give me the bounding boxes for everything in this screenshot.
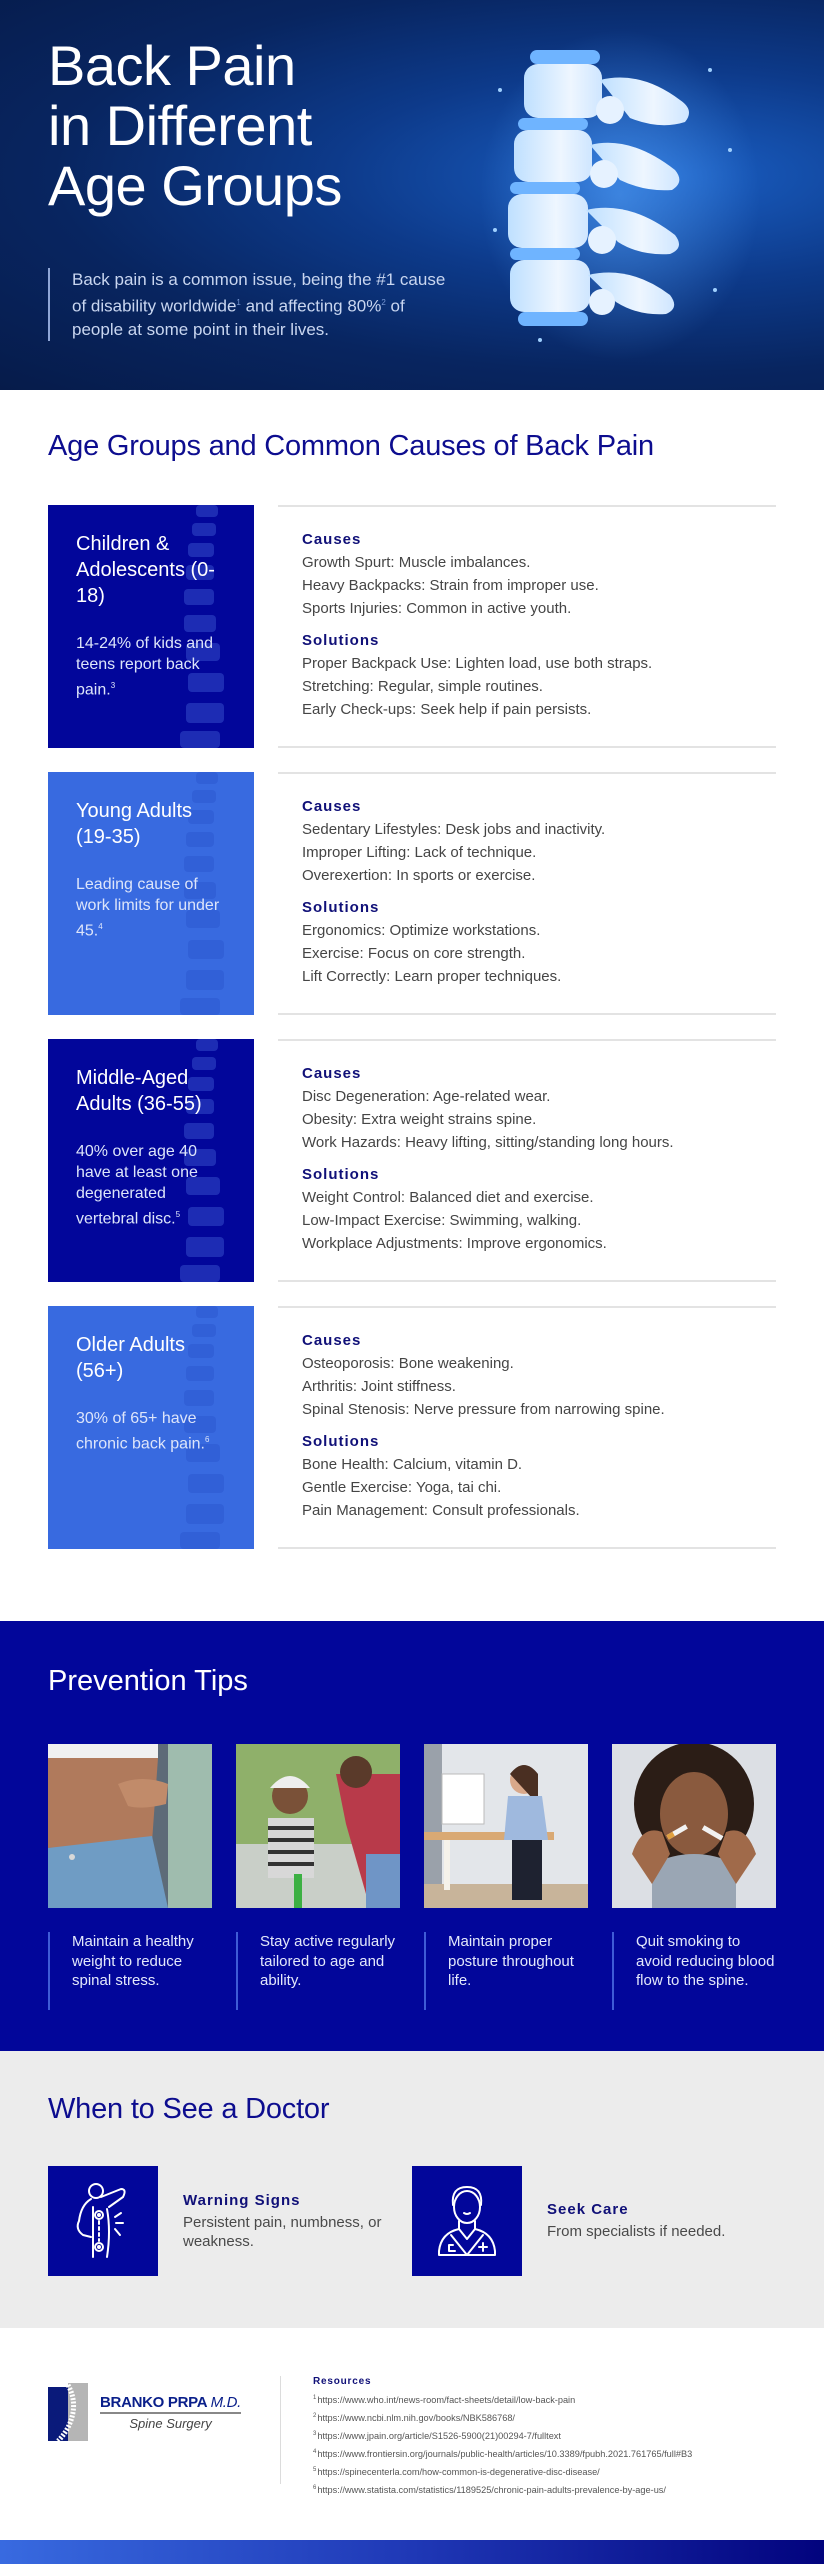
quit-smoking-image-icon <box>612 1744 776 1908</box>
footnote-ref: 3 <box>110 681 116 690</box>
causes-heading: Causes <box>302 531 362 548</box>
tip-text: Maintain proper posture throughout life. <box>424 1932 588 2010</box>
age-group-card <box>48 772 254 1015</box>
list-item: Obesity: Extra weight strains spine. <box>302 1111 537 1128</box>
age-group-details <box>278 1306 776 1549</box>
section-title: When to See a Doctor <box>48 2093 330 2125</box>
resources-list <box>313 2390 692 2498</box>
title-line-2: in Different <box>48 94 312 157</box>
footer-divider <box>280 2376 281 2484</box>
age-group-card <box>48 1306 254 1549</box>
age-group-details <box>278 1039 776 1282</box>
tip-card <box>612 1744 776 2010</box>
seek-care-body: From specialists if needed. <box>547 2223 726 2240</box>
causes-list <box>302 551 776 620</box>
title-line-3: Age Groups <box>48 154 342 217</box>
age-group-card <box>48 505 254 748</box>
footnote-ref: 5 <box>175 1210 181 1219</box>
doctor-items <box>48 2166 776 2276</box>
photo-father-child-bicycle <box>236 1744 400 1908</box>
solutions-list <box>302 1186 776 1255</box>
list-item: Gentle Exercise: Yoga, tai chi. <box>302 1479 502 1496</box>
solutions-heading: Solutions <box>302 1166 380 1183</box>
intro-text-1: Back pain is a common issue, being the #1 cause of disability worldwide <box>72 270 446 316</box>
list-item: Spinal Stenosis: Nerve pressure from narrowing spine. <box>302 1401 665 1418</box>
age-group-stat <box>76 874 230 941</box>
stat-text: Leading cause of work limits for under 45. <box>76 876 220 940</box>
footnote-number: 3 <box>313 2431 317 2438</box>
tips-row <box>48 1744 776 2010</box>
age-group-row <box>48 505 776 748</box>
footnote-number: 2 <box>313 2413 317 2420</box>
resource-link[interactable] <box>313 2390 692 2408</box>
page-title <box>48 36 342 216</box>
solutions-heading: Solutions <box>302 632 380 649</box>
causes-heading: Causes <box>302 1332 362 1349</box>
branko-prpa-logo[interactable] <box>48 2383 268 2441</box>
list-item: Lift Correctly: Learn proper techniques. <box>302 968 562 985</box>
footer <box>0 2328 824 2540</box>
stat-text: 40% over age 40 have at least one degenerated vertebral disc. <box>76 1143 198 1228</box>
photo-woman-standing-desk <box>424 1744 588 1908</box>
weight-loss-image-icon <box>48 1744 212 1908</box>
resource-link[interactable] <box>313 2480 692 2498</box>
warning-signs-item <box>48 2166 412 2276</box>
list-item: Heavy Backpacks: Strain from improper use. <box>302 577 599 594</box>
stat-text: 30% of 65+ have chronic back pain. <box>76 1410 205 1453</box>
list-item: Pain Management: Consult professionals. <box>302 1502 580 1519</box>
warning-signs-heading: Warning Signs <box>183 2191 301 2209</box>
hero-intro-text <box>48 268 448 341</box>
resources-heading: Resources <box>313 2376 372 2387</box>
list-item: Low-Impact Exercise: Swimming, walking. <box>302 1212 582 1229</box>
resource-url[interactable]: https://www.frontiersin.org/journals/public-health/articles/10.3389/fpubh.2021.761765/full#B3 <box>317 2449 693 2460</box>
tip-text: Quit smoking to avoid reducing blood flow to the spine. <box>612 1932 776 2010</box>
bottom-gradient-bar <box>0 2540 824 2564</box>
age-group-details <box>278 505 776 748</box>
age-group-name: Middle-Aged Adults (36-55) <box>76 1067 202 1115</box>
solutions-list <box>302 919 776 988</box>
seek-care-text <box>547 2201 747 2241</box>
hero-banner <box>0 0 824 390</box>
posture-desk-image-icon <box>424 1744 588 1908</box>
tip-card <box>424 1744 588 2010</box>
list-item: Improper Lifting: Lack of technique. <box>302 844 537 861</box>
resources-block <box>313 2376 692 2540</box>
list-item: Early Check-ups: Seek help if pain persists. <box>302 701 592 718</box>
solutions-heading: Solutions <box>302 899 380 916</box>
list-item: Weight Control: Balanced diet and exercise. <box>302 1189 594 1206</box>
age-groups-section <box>0 390 824 1621</box>
causes-heading: Causes <box>302 1065 362 1082</box>
warning-signs-body: Persistent pain, numbness, or weakness. <box>183 2213 382 2250</box>
logo-name <box>100 2394 241 2414</box>
age-group-row <box>48 772 776 1015</box>
resource-url[interactable]: https://www.ncbi.nlm.nih.gov/books/NBK586768/ <box>317 2413 515 2424</box>
age-group-card <box>48 1039 254 1282</box>
age-group-stat <box>76 633 230 700</box>
list-item: Workplace Adjustments: Improve ergonomics. <box>302 1235 607 1252</box>
list-item: Ergonomics: Optimize workstations. <box>302 922 541 939</box>
age-group-name: Older Adults (56+) <box>76 1334 185 1382</box>
footnote-number: 4 <box>313 2449 317 2456</box>
list-item: Sports Injuries: Common in active youth. <box>302 600 572 617</box>
causes-list <box>302 1085 776 1154</box>
footnote-ref: 6 <box>204 1435 210 1444</box>
stat-text: 14-24% of kids and teens report back pain. <box>76 635 213 699</box>
age-group-details <box>278 772 776 1015</box>
seek-care-heading: Seek Care <box>547 2201 629 2218</box>
resource-link[interactable] <box>313 2426 692 2444</box>
tip-card <box>48 1744 212 2010</box>
prevention-section <box>0 1621 824 2051</box>
list-item: Arthritis: Joint stiffness. <box>302 1378 456 1395</box>
warning-signs-text <box>183 2192 383 2251</box>
resource-link[interactable] <box>313 2444 692 2462</box>
causes-list <box>302 818 776 887</box>
intro-text-2: and affecting 80% <box>240 296 382 316</box>
list-item: Bone Health: Calcium, vitamin D. <box>302 1456 523 1473</box>
resource-url[interactable]: https://www.who.int/news-room/fact-sheets/detail/low-back-pain <box>317 2395 576 2406</box>
list-item: Osteoporosis: Bone weakening. <box>302 1355 514 1372</box>
list-item: Growth Spurt: Muscle imbalances. <box>302 554 531 571</box>
spine-logo-icon <box>48 2383 88 2441</box>
resource-url[interactable]: https://www.statista.com/statistics/1189525/chronic-pain-adults-prevalence-by-age-us/ <box>317 2485 666 2496</box>
footnote-ref: 1 <box>236 298 241 307</box>
footnote-ref: 2 <box>381 298 386 307</box>
solutions-list <box>302 652 776 721</box>
doctor-icon <box>412 2166 522 2276</box>
title-line-1: Back Pain <box>48 34 296 97</box>
seek-care-item <box>412 2166 776 2276</box>
section-title: Prevention Tips <box>48 1665 248 1697</box>
resource-url[interactable]: https://spinecenterla.com/how-common-is-degenerative-disc-disease/ <box>317 2467 600 2478</box>
logo-subtitle: Spine Surgery <box>129 2415 212 2431</box>
tip-text: Stay active regularly tailored to age and ability. <box>236 1932 400 2010</box>
see-doctor-section <box>0 2051 824 2328</box>
list-item: Exercise: Focus on core strength. <box>302 945 526 962</box>
logo-suffix: M.D. <box>210 2393 242 2411</box>
causes-heading: Causes <box>302 798 362 815</box>
back-pain-icon <box>48 2166 158 2276</box>
list-item: Stretching: Regular, simple routines. <box>302 678 543 695</box>
resource-url[interactable]: https://www.jpain.org/article/S1526-5900(21)00294-7/fulltext <box>317 2431 561 2442</box>
list-item: Proper Backpack Use: Lighten load, use both straps. <box>302 655 653 672</box>
age-group-row <box>48 1306 776 1549</box>
age-group-name: Young Adults (19-35) <box>76 800 193 848</box>
footnote-number: 1 <box>313 2395 317 2401</box>
causes-list <box>302 1352 776 1421</box>
photo-waist-loose-jeans <box>48 1744 212 1908</box>
footnote-number: 5 <box>313 2467 317 2474</box>
list-item: Disc Degeneration: Age-related wear. <box>302 1088 551 1105</box>
solutions-list <box>302 1453 776 1522</box>
glowing-spine-illustration <box>480 30 760 360</box>
list-item: Overexertion: In sports or exercise. <box>302 867 536 884</box>
tip-text: Maintain a healthy weight to reduce spinal stress. <box>48 1932 212 2010</box>
logo-text <box>100 2394 241 2431</box>
list-item: Work Hazards: Heavy lifting, sitting/standing long hours. <box>302 1134 674 1151</box>
logo-name-main: BRANKO PRPA <box>100 2393 207 2411</box>
active-family-image-icon <box>236 1744 400 1908</box>
footnote-number: 6 <box>313 2485 317 2492</box>
age-group-row <box>48 1039 776 1282</box>
tip-card <box>236 1744 400 2010</box>
resource-link[interactable] <box>313 2408 692 2426</box>
intro-text-3: of people at some point in their lives. <box>72 296 405 339</box>
age-group-stat <box>76 1408 230 1454</box>
resource-link[interactable] <box>313 2462 692 2480</box>
list-item: Sedentary Lifestyles: Desk jobs and inactivity. <box>302 821 606 838</box>
footnote-ref: 4 <box>98 922 103 931</box>
photo-woman-breaking-cigarette <box>612 1744 776 1908</box>
solutions-heading: Solutions <box>302 1433 380 1450</box>
section-title: Age Groups and Common Causes of Back Pain <box>48 430 654 462</box>
age-group-stat <box>76 1141 230 1229</box>
age-group-name: Children & Adolescents (0-18) <box>76 533 215 607</box>
